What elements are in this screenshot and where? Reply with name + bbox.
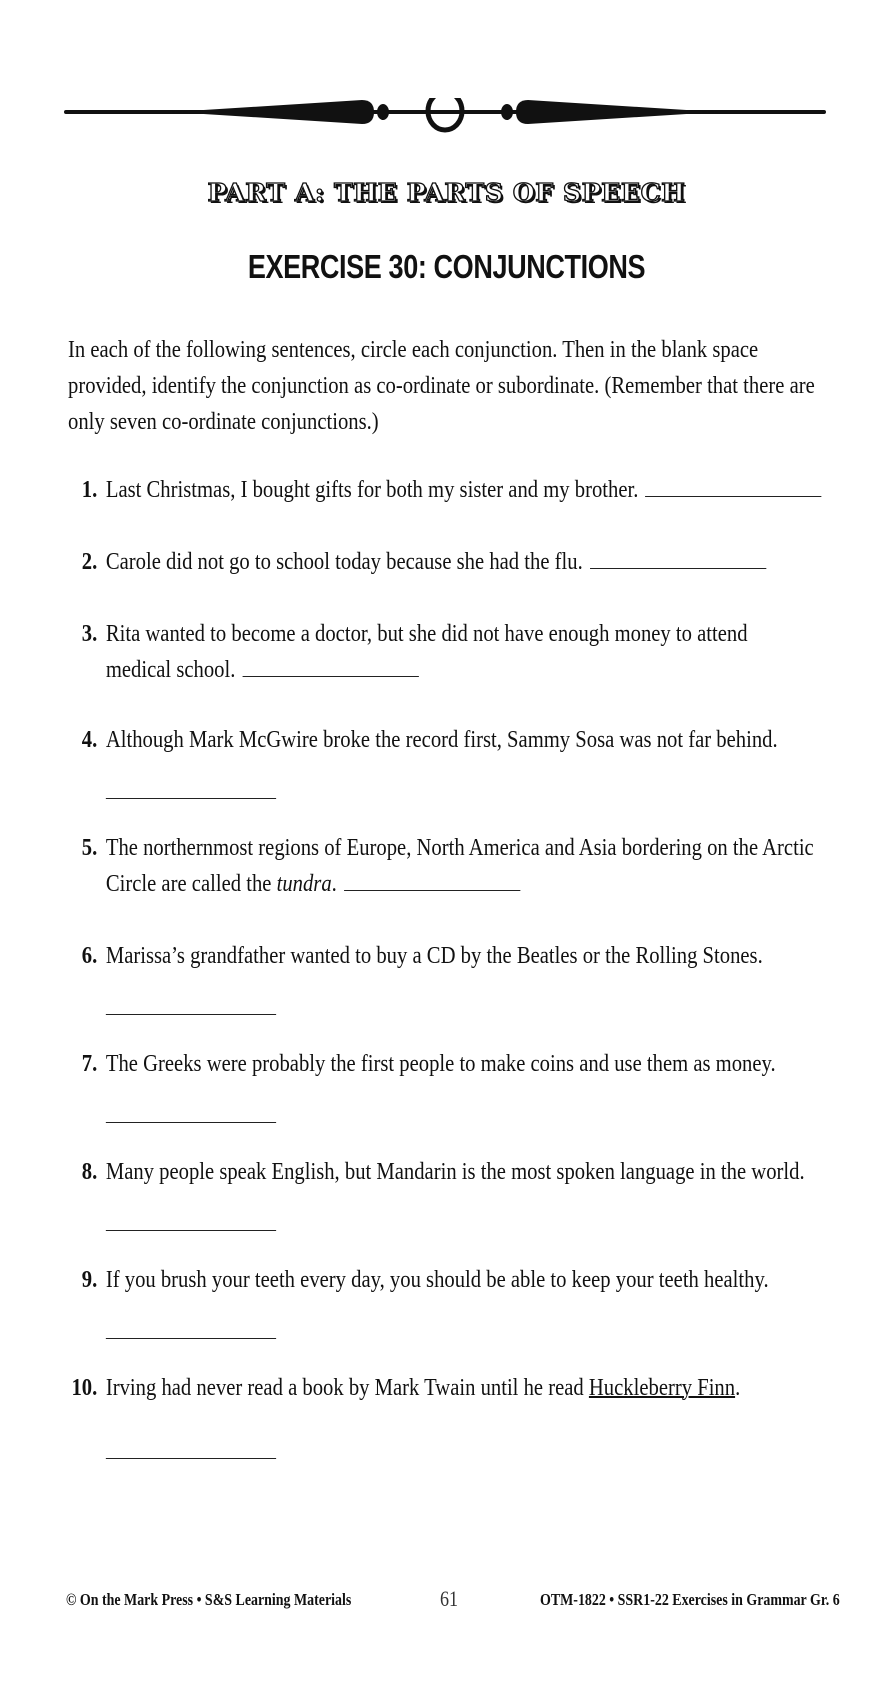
item-text: Although Mark McGwire broke the record first, Sammy Sosa was not far behind.: [105, 727, 778, 753]
answer-blank[interactable]: [106, 1100, 276, 1123]
item-number: 10.: [71, 1375, 98, 1401]
item-punctuation: .: [331, 871, 337, 897]
item-number: 9.: [81, 1267, 98, 1293]
answer-blank[interactable]: [242, 654, 418, 677]
footer-page-number: 61: [440, 1586, 459, 1611]
answer-blank[interactable]: [106, 1436, 276, 1459]
item-text: Carole did not go to school today because she had the flu.: [105, 549, 583, 575]
exercise-item-9: [68, 1262, 842, 1350]
footer-book-code: OTM-1822 • SSR1-22 Exercises in Grammar Gr. 6: [540, 1590, 840, 1609]
exercise-item-5: [68, 830, 825, 902]
item-text: If you brush your teeth every day, you should be able to keep your teeth healthy.: [105, 1267, 769, 1293]
item-number: 3.: [81, 621, 98, 647]
answer-blank[interactable]: [106, 992, 276, 1015]
item-text: Rita wanted to become a doctor, but she did not have enough money to attend medical school.: [105, 621, 748, 683]
exercise-item-2: [68, 544, 842, 580]
exercise-title: EXERCISE 30: CONJUNCTIONS: [247, 248, 646, 285]
exercise-item-6: [68, 938, 842, 1026]
item-number: 8.: [81, 1159, 98, 1185]
item-italic-term: tundra: [276, 871, 332, 897]
decorative-divider-ornament: [62, 98, 828, 150]
exercise-item-4: [68, 722, 842, 810]
answer-blank[interactable]: [590, 546, 766, 569]
item-number: 5.: [81, 835, 98, 861]
answer-blank[interactable]: [344, 868, 520, 891]
item-number: 6.: [81, 943, 98, 969]
item-text: The Greeks were probably the first people to make coins and use them as money.: [105, 1051, 776, 1077]
item-text: Last Christmas, I bought gifts for both my sister and my brother.: [105, 477, 639, 503]
part-title: PART A: THE PARTS OF SPEECH: [207, 178, 686, 207]
item-text: Many people speak English, but Mandarin is the most spoken language in the world.: [105, 1159, 805, 1185]
item-punctuation: .: [735, 1375, 741, 1401]
item-number: 1.: [81, 477, 98, 503]
item-text: Irving had never read a book by Mark Twain until he read: [105, 1375, 589, 1401]
footer-publisher: © On the Mark Press • S&S Learning Materials: [66, 1590, 352, 1609]
item-number: 7.: [81, 1051, 98, 1077]
item-text: The northernmost regions of Europe, North America and Asia bordering on the Arctic Circle are called the: [105, 835, 814, 897]
exercise-item-3: [68, 616, 773, 688]
item-number: 4.: [81, 727, 98, 753]
answer-blank[interactable]: [106, 1208, 276, 1231]
exercise-item-10: [68, 1370, 842, 1470]
item-number: 2.: [81, 549, 98, 575]
answer-blank[interactable]: [106, 776, 276, 799]
instructions: In each of the following sentences, circle each conjunction. Then in the blank space provided, identify the conjunction as co-ordinate or subordinate. (Remember that there are only seven co-ordinate conjunctions.): [68, 337, 815, 435]
exercise-item-1: [68, 472, 842, 508]
answer-blank[interactable]: [645, 474, 821, 497]
exercise-item-8: [68, 1154, 842, 1242]
exercise-item-7: [68, 1046, 842, 1134]
answer-blank[interactable]: [106, 1316, 276, 1339]
item-underlined-title: Huckleberry Finn: [588, 1375, 736, 1401]
item-text: Marissa’s grandfather wanted to buy a CD by the Beatles or the Rolling Stones.: [105, 943, 763, 969]
